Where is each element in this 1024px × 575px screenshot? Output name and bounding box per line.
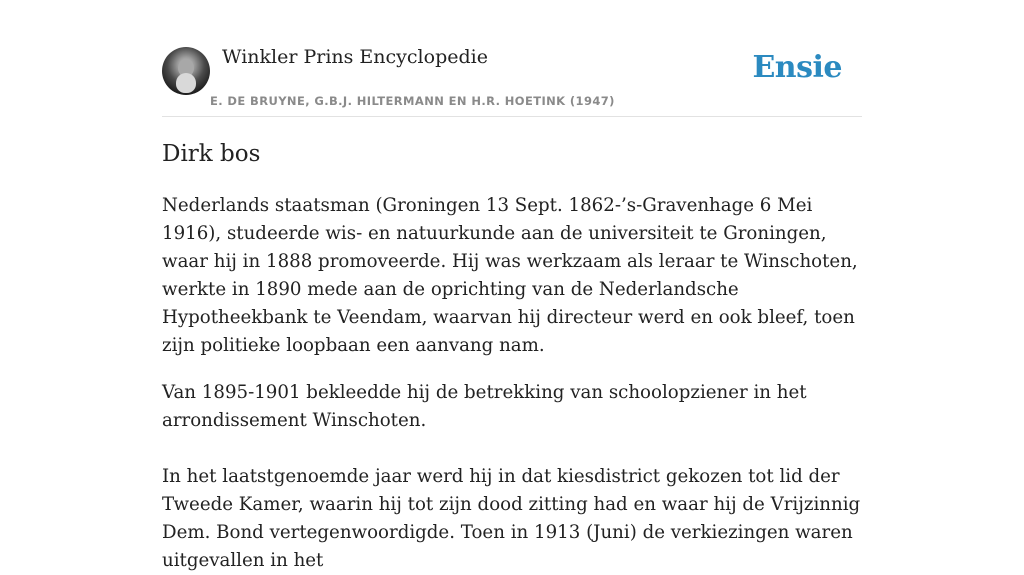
article-paragraph: In het laatstgenoemde jaar werd hij in dat kiesdistrict gekozen tot lid der Tweede Kamer, waarin hij tot zijn dood zitting had en waar hij de Vrijzinnig Dem. Bond vertegenwoordigde. Toen in 1913 (Juni) de verkiezingen waren uitgevallen in het: [162, 466, 861, 571]
ensie-logo[interactable]: Ensie: [752, 50, 842, 85]
article-paragraph: Van 1895-1901 bekleedde hij de betrekking van schoolopziener in het arrondissement Winschoten.: [162, 382, 807, 431]
author-avatar: [162, 47, 210, 95]
avatar-beard: [176, 73, 196, 93]
article: [162, 140, 862, 575]
source-header: [162, 0, 862, 117]
source-title-link[interactable]: Winkler Prins Encyclopedie: [222, 46, 488, 68]
source-authors: E. DE BRUYNE, G.B.J. HILTERMANN EN H.R. HOETINK (1947): [210, 94, 615, 108]
article-paragraph: Nederlands staatsman (Groningen 13 Sept. 1862-’s-Gravenhage 6 Mei 1916), studeerde wis- en natuurkunde aan de universiteit te Groningen, waar hij in 1888 promoveerde. Hij was werkzaam als leraar te Winschoten, werkte in 1890 mede aan de oprichting van de Nederlandsche Hypotheekbank te Veendam, waarvan hij directeur werd en ook bleef, toen zijn politieke loopbaan een aanvang nam.: [162, 195, 858, 356]
article-title: Dirk bos: [162, 141, 261, 167]
